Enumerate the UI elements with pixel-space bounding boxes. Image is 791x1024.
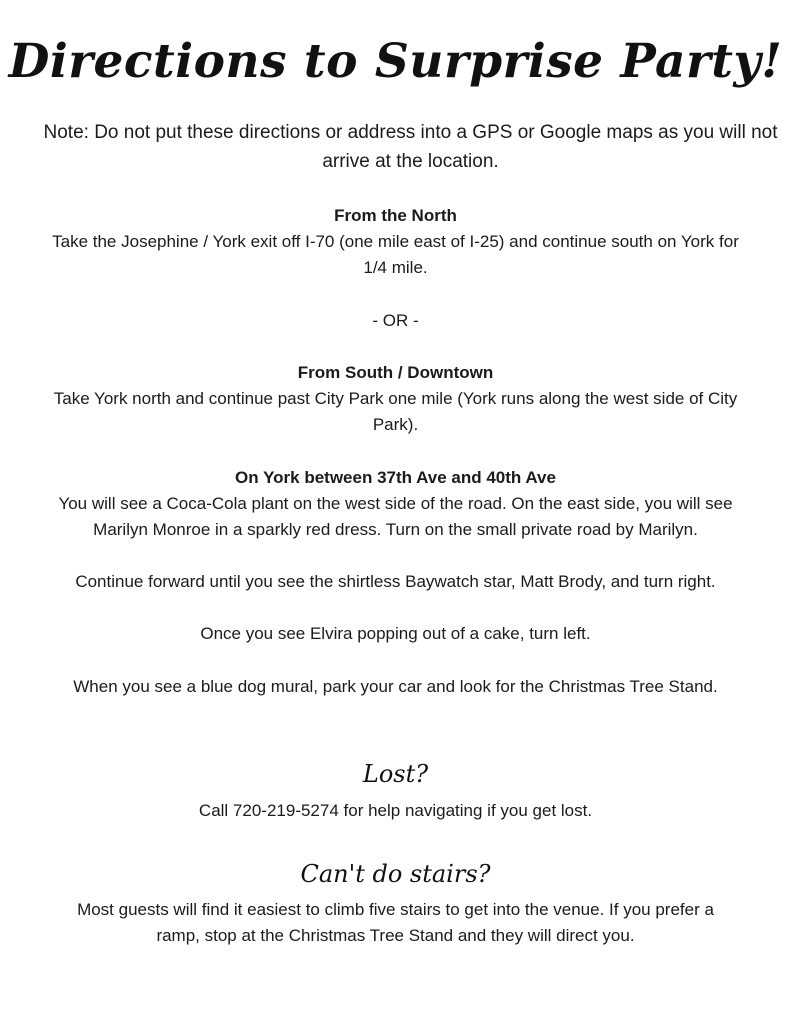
section-south — [20, 360, 771, 438]
step-park: When you see a blue dog mural, park your car and look for the Christmas Tree Stand. — [73, 677, 718, 696]
south-heading: From South / Downtown — [297, 363, 494, 382]
lost-text: Call 720-219-5274 for help navigating if you get lost. — [198, 801, 593, 820]
page-title: Directions to Surprise Party! — [8, 34, 783, 89]
south-text: Take York north and continue past City Park one mile (York runs along the west side of City Park). — [53, 389, 738, 434]
section-north — [20, 203, 771, 281]
york-heading: On York between 37th Ave and 40th Ave — [235, 468, 556, 487]
stairs-heading: Can't do stairs? — [300, 860, 491, 888]
gps-note: Note: Do not put these directions or address into a GPS or Google maps as you will not arrive at the location. — [43, 122, 778, 172]
section-york — [20, 465, 771, 543]
north-text: Take the Josephine / York exit off I-70 (one mile east of I-25) and continue south on York for 1/4 mile. — [52, 232, 739, 277]
lost-heading: Lost? — [362, 760, 429, 788]
step-continue: Continue forward until you see the shirtless Baywatch star, Matt Brody, and turn right. — [75, 572, 716, 591]
stairs-text: Most guests will find it easiest to climb five stairs to get into the venue. If you prefer a ramp, stop at the Christmas Tree Stand and they will direct you. — [77, 900, 714, 945]
york-text: You will see a Coca-Cola plant on the west side of the road. On the east side, you will see Marilyn Monroe in a sparkly red dress. Turn on the small private road by Marilyn. — [58, 494, 733, 539]
step-elvira: Once you see Elvira popping out of a cake, turn left. — [200, 624, 591, 643]
or-separator: - OR - — [372, 311, 419, 330]
north-heading: From the North — [334, 206, 457, 225]
